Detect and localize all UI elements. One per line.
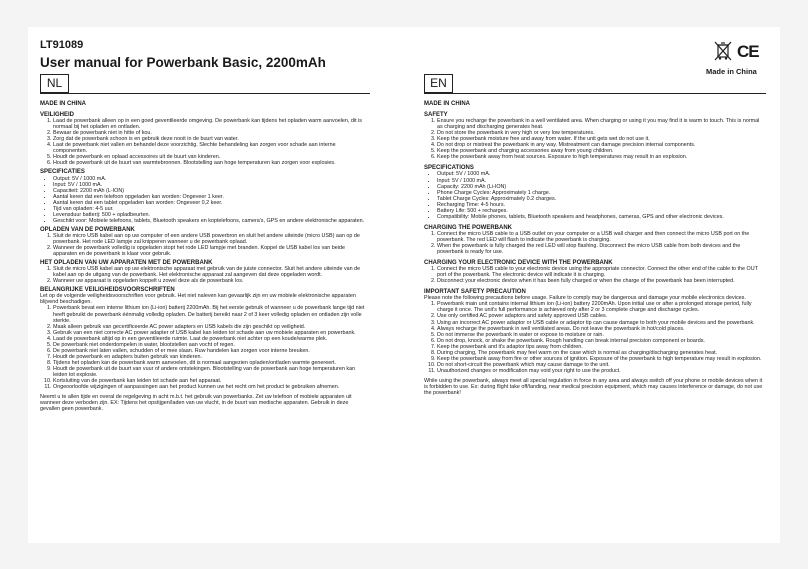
list-item: 9. Houdt de powerbank uit de buurt van vuur of andere ontstekingen. Blootstelling van de powerbank aan hoge temperaturen kan leiden tot explosie.: [53, 366, 368, 378]
nl-important-intro: Let op de volgende veiligheidsvoorschriften voor gebruik. Het niet naleven kan gevaarlijk zijn en uw mobiele elektronische apparaten blijvend beschadigen.: [40, 293, 356, 306]
nl-device-list: [40, 266, 368, 284]
en-charging-list: [424, 231, 764, 255]
en-specs-list: [424, 171, 764, 219]
nl-important-heading: BELANGRIJKE VEILIGHEIDSVOORSCHRIFTEN: [40, 287, 175, 294]
compliance-marks: [706, 41, 770, 81]
en-important-list: [424, 301, 764, 374]
nl-charging-heading: OPLADEN VAN DE POWERBANK: [40, 226, 135, 233]
nl-closing-text: Neemt u te allen tijde en overal de regelgeving in acht m.b.t. het gebruik van powerbanks. Zet uw telefoon of mobiele apparaten uit wanneer deze verboden zijn. EX: Tijdens het opstijgen/laden van uw vlucht, in de buurt van medische apparaten. Gebruik in deze gevallen geen powerbank.: [40, 394, 352, 413]
nl-charging-list: [40, 233, 368, 257]
list-item: 11. Unauthorized changes or modification may void your right to use the product.: [437, 368, 764, 374]
list-item: • Recharging Time: 4-5 hours.: [437, 202, 764, 208]
list-item: 1. Laad de powerbank alleen op in een goed geventileerde omgeving. De powerbank kan tijdens het opladen warm aanvoelen, dit is normaal bij het opladen en ontladen.: [53, 118, 368, 130]
list-item: 6. De powerbank niet laten vallen, schudden of er mee slaan. Ruw handelen kan zorgen voor interne breuken.: [53, 348, 368, 354]
en-specs-heading: SPECIFICATIONS: [424, 165, 474, 172]
weee-bin-icon: [714, 41, 732, 61]
nl-divider: [40, 93, 370, 94]
list-item: 1. Powerbank main unit contains internal lithium ion (Li-ion) battery 2200mAh. Upon initial use or after a prolonged storage period, fully charge it once. The unit's full performance is achieved only after 2 or 3 complete charge and discharge cycles.: [437, 301, 764, 313]
list-item: 6. Houdt de powerbank uit de buurt van warmtebronnen. Blootstelling aan hoge temperaturen kan zorgen voor explosies.: [53, 160, 368, 166]
list-item: 1. Powerbank bevat een interne lithium ion (Li-ion) batterij 2200mAh. Bij het eerste gebruik of wanneer u de powerbank lange tijd niet heeft gebruikt de powerbank éénmalig volledig opladen. De batterij bereikt naar 2 of 3 keer volledig opladen en ontladen zijn volle sterkte.: [53, 305, 368, 323]
list-item: 11. Ongeoorloofde wijzigingen of aanpassingen aan het product kunnen uw het recht om het product te gebruiken afnemen.: [53, 384, 368, 390]
list-item: 2. Disconnect your electronic device when it has been fully charged or when the charge of the powerbank has been interrupted.: [437, 278, 764, 284]
list-item: • Phone Charge Cycles: Approximately 1 charge.: [437, 190, 764, 196]
list-item: 1. Ensure you recharge the powerbank in a well ventilated area. When charging or using it you may find it is warm to touch. This is normal as charging and discharging generates heat.: [437, 118, 764, 130]
en-important-intro: Please note the following precautions before usage. Failure to comply may be dangerous and damage your mobile electronics devices.: [424, 295, 746, 302]
list-item: 2. Wanneer uw apparaat is opgeladen koppelt u zowel deze als de powerbank los.: [53, 278, 368, 284]
list-item: 1. Sluit de micro USB kabel aan op uw computer of een andere USB powerbron en sluit het andere uiteinde (micro USB) aan op de powerbank. Het rode LED lampje zal knipperen wanneer u de powerbank oplaad.: [53, 233, 368, 245]
nl-specs-heading: SPECIFICATIES: [40, 169, 85, 176]
nl-specs-list: [40, 176, 368, 224]
list-item: 6. Do not drop, knock, or shake the powerbank. Rough handling can break internal precision component or boards.: [437, 338, 764, 344]
list-item: 8. Tijdens het opladen kan de powerbank warm aanvoelen, dit is normaal aangezien opladen/ontladen warmte genereert.: [53, 360, 368, 366]
list-item: 10. Do not short-circuit the powerbank which may cause damage to the unit.: [437, 362, 764, 368]
list-item: 4. Laat de powerbank niet vallen en behandel deze voorzichtig. Slechte behandeling kan zorgen voor schade aan interne componenten.: [53, 142, 368, 154]
list-item: • Output: 5V / 1000 mA.: [53, 176, 368, 182]
list-item: 9. Keep the powerbank away from fire or other sources of ignition. Exposure of the powerbank to high temperature may result in explosion.: [437, 356, 764, 362]
en-charging-heading: CHARGING THE POWERBANK: [424, 224, 512, 231]
list-item: 2. Do not store the powerbank in very high or very low temperatures.: [437, 130, 764, 136]
list-item: • Tablet Charge Cycles: Approximately 0.2 charges.: [437, 196, 764, 202]
en-device-list: [424, 266, 764, 284]
list-item: 2. Bewaar de powerbank niet in hitte of kou.: [53, 130, 368, 136]
list-item: 3. Using an incorrect AC power adaptor or USB cable or adaptor tip can cause damage to both your mobile devices and the powerbank.: [437, 320, 764, 326]
list-item: • Capaciteit: 2200 mAh (L-ION): [53, 188, 368, 194]
en-divider: [424, 93, 766, 94]
en-important-heading: IMPORTANT SAFETY PRECAUTION: [424, 289, 526, 296]
en-column: [424, 101, 764, 396]
lang-label-en: EN: [424, 74, 453, 93]
en-safety-list: [424, 118, 764, 160]
ce-mark: CE: [737, 42, 759, 61]
made-in-label: Made in China: [706, 67, 757, 76]
en-made-in: MADE IN CHINA: [424, 101, 470, 107]
list-item: • Tijd van opladen: 4-5 uur.: [53, 206, 368, 212]
en-device-heading: CHARGING YOUR ELECTRONIC DEVICE WITH THE POWERBANK: [424, 260, 613, 267]
manual-page: [28, 27, 780, 543]
list-item: • Compatibility: Mobile phones, tablets, Bluetooth speakers and headphones, cameras, GPS and other electronic devices.: [437, 214, 764, 220]
list-item: 6. Keep the powerbank away from heat sources. Exposure to high temperatures may result in an explosion.: [437, 154, 764, 160]
list-item: • Input: 5V / 1000 mA.: [437, 178, 764, 184]
list-item: 2. When the powerbank is fully charged the red LED will stop flashing. Disconnect the micro USB cable from both devices and the powerbank is ready for use.: [437, 243, 764, 255]
list-item: • Aantal keren dat een telefoon opgeladen kan worden: Ongeveer 1 keer.: [53, 194, 368, 200]
list-item: 5. De powerbank niet onderdompelen in water, blootstellen aan vocht of regen.: [53, 342, 368, 348]
nl-safety-list: [40, 118, 368, 166]
list-item: • Capacity: 2200 mAh (Li-ION): [437, 184, 764, 190]
nl-column: [40, 101, 368, 412]
list-item: 7. Keep the powerbank and it's adaptor tips away from children.: [437, 344, 764, 350]
list-item: 2. Wanneer de powerbank volledig is opgeladen stopt het rode LED lampje met branden. Koppel de USB kabel los van beide apparaten en de powerbank is klaar voor gebruik.: [53, 245, 368, 257]
lang-label-nl: NL: [40, 74, 69, 93]
document-title: User manual for Powerbank Basic, 2200mAh: [40, 55, 326, 70]
list-item: 5. Keep the powerbank and charging accessories away from young children.: [437, 148, 764, 154]
nl-device-heading: HET OPLADEN VAN UW APPARATEN MET DE POWERBANK: [40, 260, 213, 267]
list-item: 1. Connect the micro USB cable to a USB outlet on your computer or a USB wall charger and then connect the micro USB port on the powerbank. The red LED will flash to indicate the powerbank is charging.: [437, 231, 764, 243]
nl-safety-heading: VEILIGHEID: [40, 112, 75, 119]
list-item: • Aantal keren dat een tablet opgeladen kan worden: Ongeveer 0,2 keer.: [53, 200, 368, 206]
list-item: 2. Maak alleen gebruik van gecertificeerde AC power adapters en USB kabels die zijn geschikt op veiligheid.: [53, 324, 368, 330]
list-item: 5. Do not immerse the powerbank in water or expose to moisture or rain.: [437, 332, 764, 338]
list-item: 7. Houdt de powerbank en adapters buiten gebruik van kinderen.: [53, 354, 368, 360]
list-item: 3. Zorg dat de powerbank schoon is en gebruik deze nooit in de buurt van water.: [53, 136, 368, 142]
list-item: 3. Gebruik van een niet correcte AC power adapter of USB kabel kan leiden tot schade aan uw mobiele apparaten en powerbank.: [53, 330, 368, 336]
list-item: • Geschikt voor: Mobiele telefoons, tablets, Bluetooth speakers en koptelefoons, camera's, GPS en andere elektronische apparaten.: [53, 218, 368, 224]
product-code: LT91089: [40, 39, 84, 51]
en-closing-text: While using the powerbank, always meet all special regulation in force in any area and always switch off your phone or mobile devices when it is forbidden to use. Ex: during flight take off/landing, near medical precision equipment, which may causes interference or damage, do not use the powerbank!: [424, 377, 763, 397]
nl-important-list: [40, 305, 368, 390]
list-item: 8. During charging, The powerbank may feel warm on the case which is normal as charging/discharging generates heat.: [437, 350, 764, 356]
list-item: 10. Kortsluiting van de powerbank kan leiden tot schade aan het apparaat.: [53, 378, 368, 384]
list-item: • Levensduur batterij: 500 + opladbeurten.: [53, 212, 368, 218]
list-item: • Battery Life: 500 + recharges.: [437, 208, 764, 214]
list-item: 1. Connect the micro USB cable to your electronic device using the appropriate connector. Connect the other end of the cable to the OUT port of the powerbank. The electronic device will indicate it is charging.: [437, 266, 764, 278]
list-item: 5. Houdt de powerbank en oplaad accessoires uit de buurt van kinderen.: [53, 154, 368, 160]
list-item: 4. Always recharge the powerbank in well ventilated areas. Do not leave the powerbank in hot/cold places.: [437, 326, 764, 332]
list-item: 2. Use only certified AC power adaptors and safety approved USB cables.: [437, 313, 764, 319]
list-item: 1. Sluit de micro USB kabel aan op uw elektronische apparaat met gebruik van de juiste connector. Sluit het andere uiteinde van de kabel aan op de uitgang van de powerbank. Het elektronische apparaat zal aangeven dat deze opgeladen wordt.: [53, 266, 368, 278]
nl-made-in: MADE IN CHINA: [40, 101, 86, 107]
list-item: 3. Keep the powerbank moisture free and away from water. If the unit gets wet do not use it.: [437, 136, 764, 142]
list-item: • Input: 5V / 1000 mA.: [53, 182, 368, 188]
en-safety-heading: SAFETY: [424, 112, 448, 119]
list-item: 4. Laad de powerbank altijd op in een geventileerde ruimte. Laat de powerbank niet achter op een koude/warme plek.: [53, 336, 368, 342]
list-item: • Output: 5V / 1000 mA.: [437, 171, 764, 177]
list-item: 4. Do not drop or mistreat the powerbank in any way. Mistreatment can damage precision internal components.: [437, 142, 764, 148]
